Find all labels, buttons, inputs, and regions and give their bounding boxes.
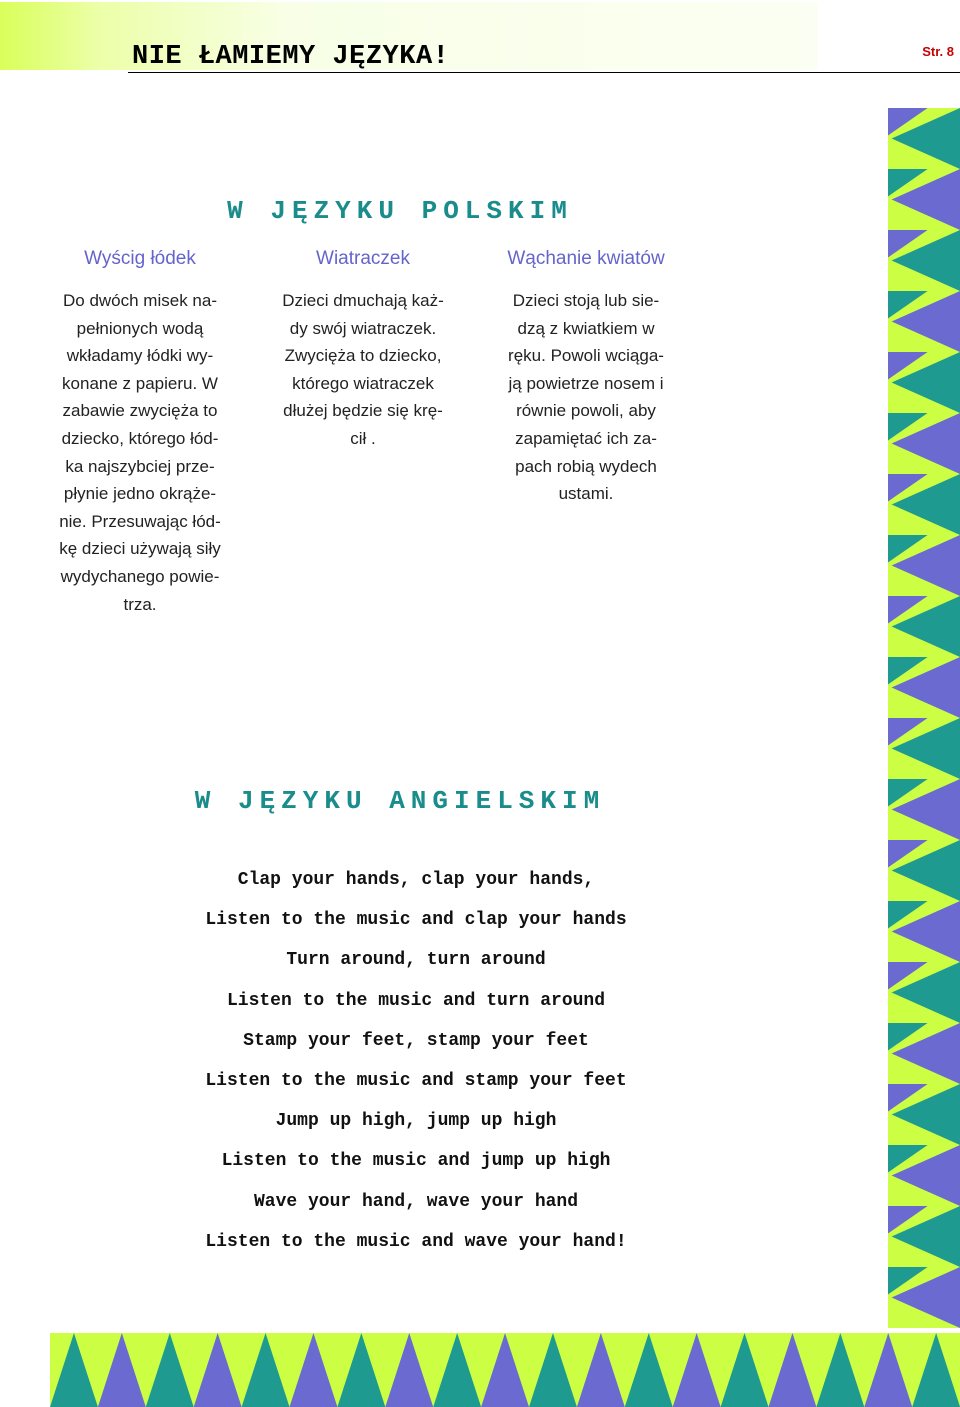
column-heading-wachanie-kwiatow: Wąchanie kwiatów [507,248,665,269]
text-line: Dzieci dmuchają każ- [282,291,444,310]
column-text-wachanie-kwiatow [486,287,686,508]
text-line: Zwycięża to dziecko, [284,346,442,366]
text-line: trza. [123,594,157,614]
lyric-line: Listen to the music and wave your hand! [205,1231,627,1252]
text-line: równie powoli, aby [516,401,656,421]
lyric-line: Stamp your feet, stamp your feet [243,1030,589,1051]
english-section-title: W JĘZYKU ANGIELSKIM [194,786,606,816]
text-line: wydychanego powie- [60,566,220,586]
text-line: ręku. Powoli wciąga- [508,346,664,366]
lyric-line: Wave your hand, wave your hand [253,1191,579,1212]
lyric-line: Clap your hands, clap your hands, [237,870,595,890]
text-line: płynie jedno okrąże- [63,484,217,504]
decorative-triangle-border-bottom [50,1333,960,1407]
text-line: pełnionych wodą [76,318,204,338]
decorative-triangle-border-right [888,108,960,1328]
lyric-line: Jump up high, jump up high [275,1111,557,1132]
text-line: ją powietrze nosem i [508,373,664,393]
text-line: ustami. [558,484,614,504]
text-line: dziecko, którego łód- [61,428,219,448]
text-line: ka najszybciej prze- [65,456,215,476]
text-line: Dzieci stoją lub sie- [512,291,660,310]
text-line: Do dwóch misek na- [62,291,217,310]
lyric-line: Turn around, turn around [286,950,546,971]
lyric-line: Listen to the music and stamp your feet [205,1070,627,1091]
lyric-line: Listen to the music and turn around [226,990,606,1011]
lyric-line: Listen to the music and jump up high [221,1151,611,1172]
text-line: konane z papieru. W [62,373,218,393]
text-line: zapamiętać ich za- [515,428,657,448]
lyric-line: Listen to the music and clap your hands [205,910,627,931]
text-line: wkładamy łódki wy- [66,346,214,366]
column-text-wyscig-lodek [40,287,240,618]
page-number: Str. 8 [922,44,954,59]
text-line: kę dzieci używają siły [59,539,221,559]
text-line: pach robią wydech [515,456,657,476]
text-line: zabawie zwycięża to [62,401,218,421]
column-text-wiatraczek [262,287,464,453]
column-heading-wyscig-lodek: Wyścig łódek [84,248,196,269]
text-line: którego wiatraczek [292,373,434,393]
page-header-title: NIE ŁAMIEMY JĘZYKA! [132,42,450,72]
column-heading-wiatraczek: Wiatraczek [316,248,410,269]
text-line: nie. Przesuwając łód- [59,511,221,531]
text-line: cił . [350,428,376,448]
header-divider [128,72,960,73]
polish-section-title: W JĘZYKU POLSKIM [227,196,573,226]
text-line: dłużej będzie się krę- [283,401,443,421]
english-song-lyrics [160,864,672,1266]
text-line: dzą z kwiatkiem w [517,318,655,338]
text-line: dy swój wiatraczek. [289,318,437,338]
